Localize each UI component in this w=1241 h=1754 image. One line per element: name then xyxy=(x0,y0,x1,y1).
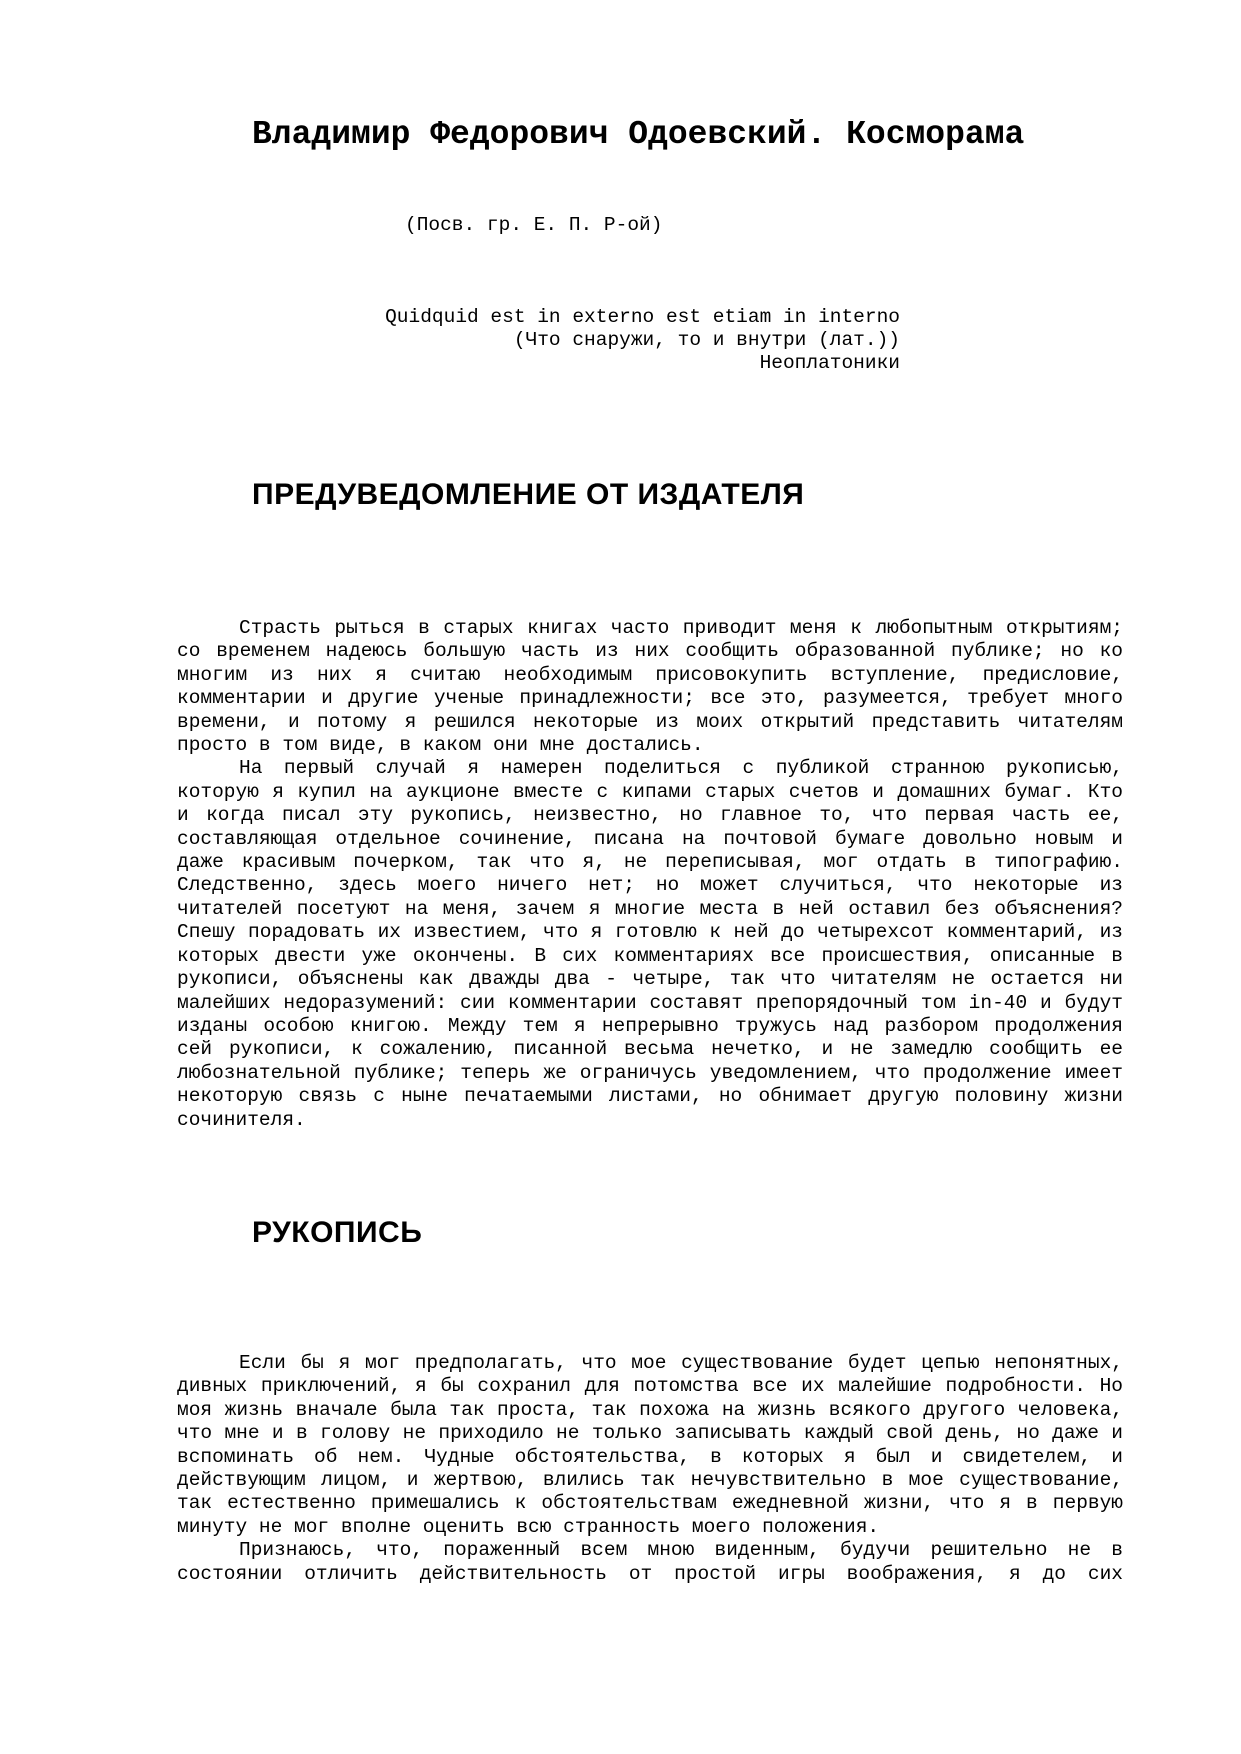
section-body-manuscript xyxy=(177,1352,1123,1586)
epigraph xyxy=(300,306,900,375)
section-heading-manuscript: РУКОПИСЬ xyxy=(252,1216,423,1249)
epigraph-attribution: Неоплатоники xyxy=(759,352,900,374)
epigraph-latin: Quidquid est in externo est etiam in interno xyxy=(385,306,900,328)
section-body-publisher-note xyxy=(177,617,1123,1132)
dedication: (Посв. гр. Е. П. Р-ой) xyxy=(405,214,663,236)
epigraph-translation: (Что снаружи, то и внутри (лат.)) xyxy=(513,329,900,351)
document-title: Владимир Федорович Одоевский. Косморама xyxy=(252,116,1025,153)
paragraph: Признаюсь, что, пораженный всем мною виденным, будучи решительно не в состоянии отличить действительность от простой игры воображения, я до сих xyxy=(177,1539,1123,1585)
paragraph: Страсть рыться в старых книгах часто приводит меня к любопытным открытиям; со временем надеюсь большую часть из них сообщить образованной публике; но ко многим из них я считаю необходимым присовокупить вступление, предисловие, комментарии и другие ученые принадлежности; все это, разумеется, требует много времени, и потому я решился некоторые из моих открытий представить читателям просто в том виде, в каком они мне достались. xyxy=(177,617,1123,757)
paragraph: Если бы я мог предполагать, что мое существование будет цепью непонятных, дивных приключений, я бы сохранил для потомства все их малейшие подробности. Но моя жизнь вначале была так проста, так похожа на жизнь всякого другого человека, что мне и в голову не приходило не только записывать каждый свой день, но даже и вспоминать об нем. Чудные обстоятельства, в которых я был и свидетелем, и действующим лицом, и жертвою, влились так нечувствительно в мое существование, так естественно примешались к обстоятельствам ежедневной жизни, что я в первую минуту не мог вполне оценить всю странность моего положения. xyxy=(177,1352,1123,1538)
section-heading-publisher-note: ПРЕДУВЕДОМЛЕНИЕ ОТ ИЗДАТЕЛЯ xyxy=(252,478,805,511)
paragraph: На первый случай я намерен поделиться с публикой странною рукописью, которую я купил на аукционе вместе с кипами старых счетов и домашних бумаг. Кто и когда писал эту рукопись, неизвестно, но главное то, что первая часть ее, составляющая отдельное сочинение, писана на почтовой бумаге довольно новым и даже красивым почерком, так что я, не переписывая, мог отдать в типографию. Следственно, здесь моего ничего нет; но может случиться, что некоторые из читателей посетуют на меня, зачем я многие места в ней оставил без объяснения? Спешу порадовать их известием, что я готовлю к ней до четырехсот комментарий, из которых двести уже окончены. В сих комментариях все происшествия, описанные в рукописи, объяснены как дважды два - четыре, так что читателям не остается ни малейших недоразумений: сии комментарии составят препорядочный том in-40 и будут изданы особою книгою. Между тем я непрерывно тружусь над разбором продолжения сей рукописи, к сожалению, писанной весьма нечетко, и не замедлю сообщить ее любознательной публике; теперь же ограничусь уведомлением, что продолжение имеет некоторую связь с ныне печатаемыми листами, но обнимает другую половину жизни сочинителя. xyxy=(177,757,1123,1131)
